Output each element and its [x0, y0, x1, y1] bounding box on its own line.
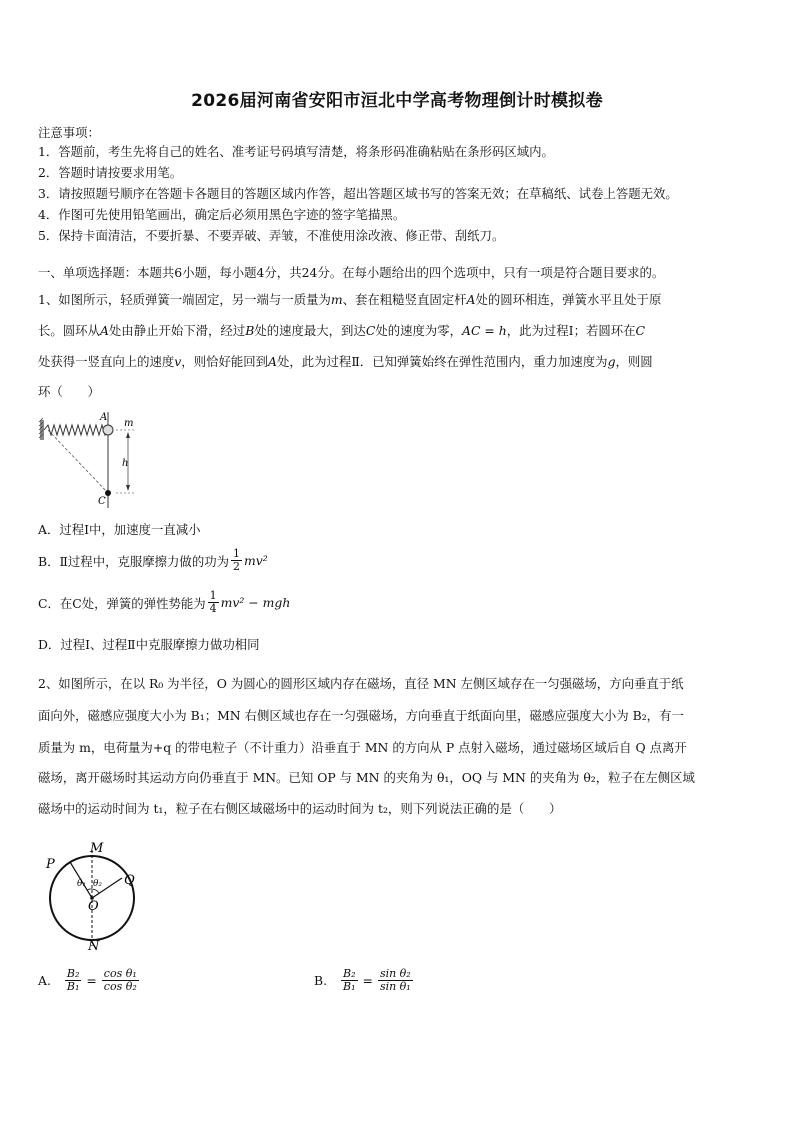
label-m: m [124, 418, 134, 429]
q1-option-d: D．过程Ⅰ、过程Ⅱ中克服摩擦力做功相同 [38, 637, 260, 652]
q2-line2: 面向外，磁感应强度大小为 B₁；MN 右侧区域也存在一匀强磁场，方向垂直于纸面向里，磁感应强度大小为 B₂，有一 [38, 708, 684, 723]
q2-line3: 质量为 m，电荷量为+q 的带电粒子（不计重力）沿垂直于 MN 的方向从 P 点射入磁场，通过磁场区域后自 Q 点离开 [38, 740, 687, 755]
label-A: A [100, 412, 108, 423]
q1-line2: 长。圆环从A处由静止开始下滑，经过B处的速度最大，到达C处的速度为零，AC = h，此为过程Ⅰ；若圆环在C [38, 323, 646, 338]
label-C: C [98, 496, 106, 507]
note-item: 4．作图可先使用铅笔画出，确定后必须用黑色字迹的签字笔描黑。 [38, 207, 406, 222]
note-item: 3．请按照题号顺序在答题卡各题目的答题区域内作答，超出答题区域书写的答案无效；在草稿纸、试卷上答题无效。 [38, 186, 678, 201]
label-P: P [46, 857, 55, 872]
q1-option-b: B．Ⅱ过程中，克服摩擦力做的功为 $\frac{1}{2}$ mv² [38, 547, 268, 573]
label-N: N [88, 939, 100, 954]
section-heading: 一、单项选择题：本题共6小题，每小题4分，共24分。在每小题给出的四个选项中，只有一项是符合题目要求的。 [38, 265, 665, 280]
ring-A [103, 425, 113, 435]
notes-heading: 注意事项： [38, 125, 100, 140]
q1-line1: 1、如图所示，轻质弹簧一端固定，另一端与一质量为m、套在粗糙竖直固定杆A处的圆环相连，弹簧水平且处于原 [38, 292, 662, 307]
q1-option-c: C．在C处，弹簧的弹性势能为 $\frac{1}{4}$ mv² − mgh [38, 589, 291, 615]
spring [44, 425, 108, 435]
q1-line3: 处获得一竖直向上的速度v，则恰好能回到A处，此为过程Ⅱ．已知弹簧始终在弹性范围内，重力加速度为g，则圆 [38, 354, 653, 369]
label-theta1: θ₁ [77, 879, 87, 889]
page-title: 2026届河南省安阳市洹北中学高考物理倒计时模拟卷 [191, 91, 603, 111]
label-h: h [122, 458, 129, 469]
note-item: 1．答题前，考生先将自己的姓名、准考证号码填写清楚，将条形码准确粘贴在条形码区域内。 [38, 144, 554, 159]
label-O: O [88, 899, 99, 914]
note-item: 2．答题时请按要求用笔。 [38, 165, 183, 180]
q2-circle-figure [40, 838, 150, 956]
q2-option-a: A. $\frac{\text{B₂}}{\text{B₁}}$ = $\frac{\text{cos θ₁}}{\text{cos θ₂}}$ [38, 967, 137, 993]
q1-line4: 环（ ） [38, 384, 100, 399]
label-Q: Q [124, 873, 135, 888]
q1-option-a: A．过程Ⅰ中，加速度一直减小 [38, 522, 201, 537]
q2-line5: 磁场中的运动时间为 t₁，粒子在右侧区域磁场中的运动时间为 t₂，则下列说法正确的是（ ） [38, 801, 562, 816]
q1-spring-figure [38, 408, 148, 514]
label-theta2: θ₂ [93, 879, 103, 889]
q2-option-b: B. $\frac{\text{B₂}}{\text{B₁}}$ = $\frac{\text{sin θ₂}}{\text{sin θ₁}}$ [314, 967, 411, 993]
point-C [105, 490, 111, 496]
q2-line1: 2、如图所示，在以 R₀ 为半径，O 为圆心的圆形区域内存在磁场，直径 MN 左侧区域存在一匀强磁场，方向垂直于纸 [38, 676, 684, 691]
q2-line4: 磁场，离开磁场时其运动方向仍垂直于 MN。已知 OP 与 MN 的夹角为 θ₁，OQ 与 MN 的夹角为 θ₂，粒子在左侧区域 [38, 770, 695, 785]
label-M: M [90, 841, 104, 856]
note-item: 5．保持卡面清洁，不要折暴、不要弄破、弄皱，不准使用涂改液、修正带、刮纸刀。 [38, 228, 505, 243]
